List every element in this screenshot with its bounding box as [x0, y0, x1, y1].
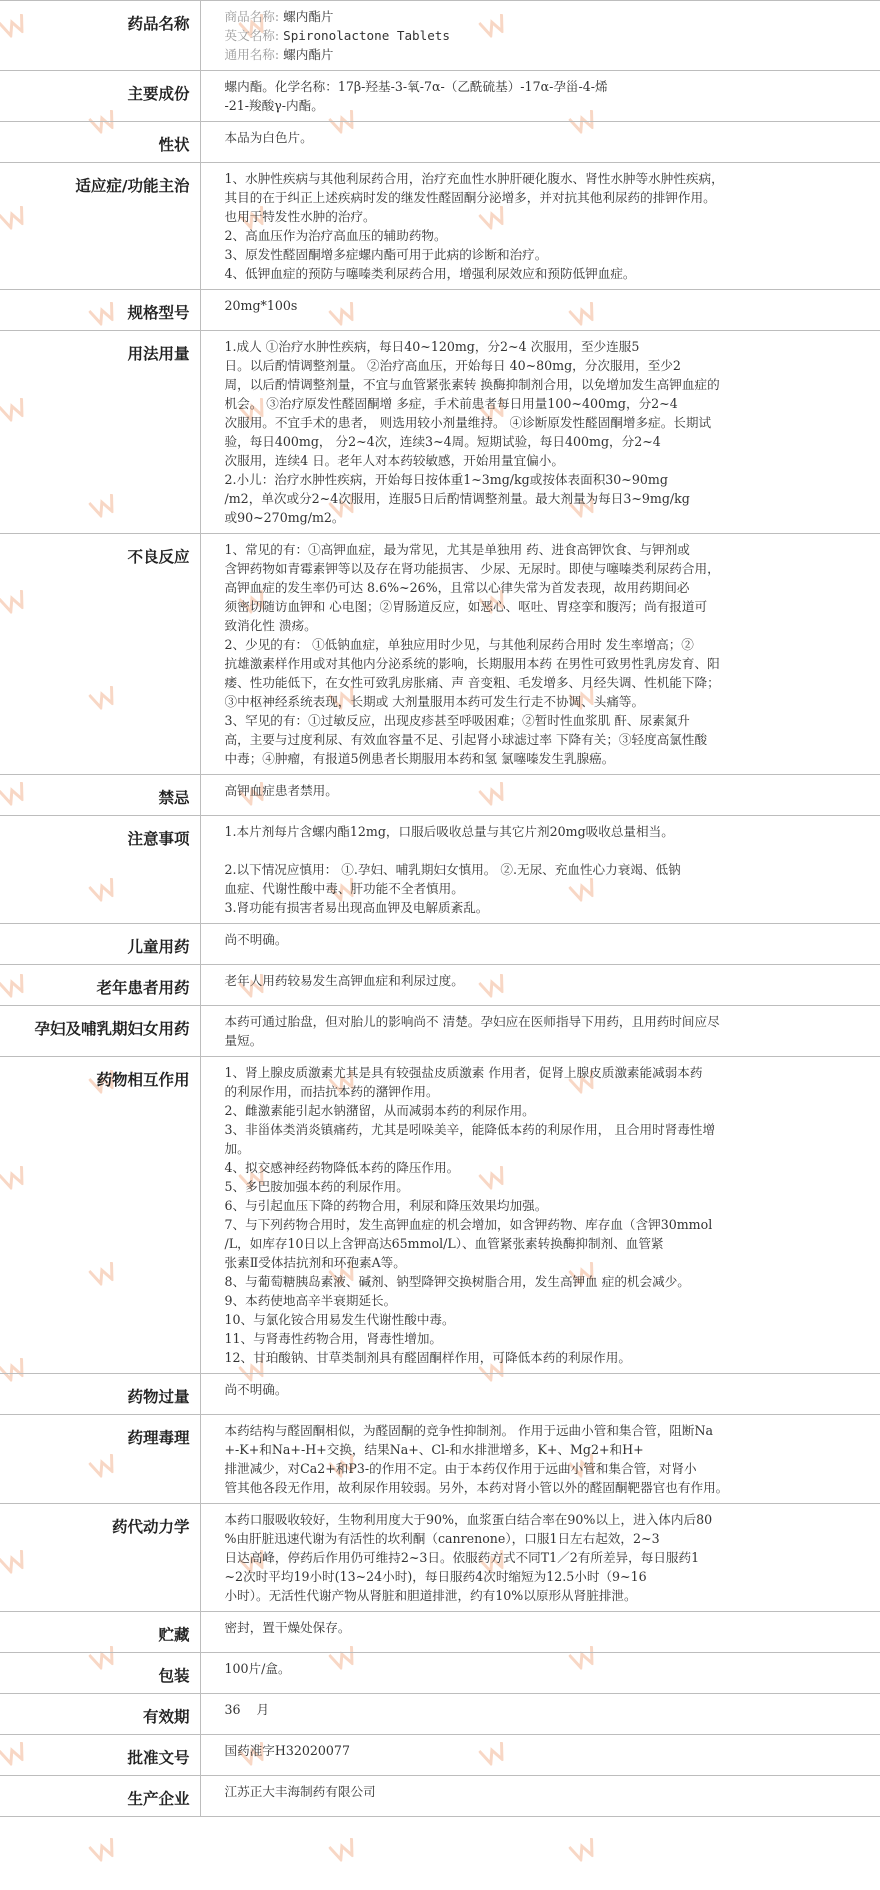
content-line: 也用于特发性水肿的治疗。	[224, 209, 376, 224]
content-line: 3、原发性醛固酮增多症螺内酯可用于此病的诊断和治疗。	[224, 247, 548, 262]
row-content	[200, 1415, 880, 1504]
content-line: 抗雄激素样作用或对其他内分泌系统的影响，长期服用本药 在男性可致男性乳房发育、阳	[224, 656, 720, 671]
watermark-logo	[565, 1830, 600, 1868]
info-row	[0, 1612, 880, 1653]
content-line: 的利尿作用，而拮抗本药的潴钾作用。	[224, 1084, 439, 1099]
row-content	[200, 924, 880, 965]
content-line: 5、多巴胺加强本药的利尿作用。	[224, 1179, 409, 1194]
content-line: -21-羧酸γ-内酯。	[224, 98, 324, 113]
info-row	[0, 290, 880, 331]
content-line: 11、与肾毒性药物合用，肾毒性增加。	[224, 1331, 443, 1346]
row-content	[200, 1776, 880, 1817]
info-row	[0, 1415, 880, 1504]
row-label: 生产企业	[0, 1776, 200, 1817]
row-label: 不良反应	[0, 534, 200, 775]
row-content	[200, 1006, 880, 1057]
content-line: /L，如库存10日以上含钾高达65mmol/L）、血管紧张素转换酶抑制剂、血管紧	[224, 1236, 664, 1251]
name-value: Spironolactone Tablets	[283, 28, 450, 43]
info-row	[0, 1776, 880, 1817]
content-line: 加。	[224, 1141, 250, 1156]
row-label: 老年患者用药	[0, 965, 200, 1006]
info-row	[0, 1, 880, 71]
content-line: 1、水肿性疾病与其他利尿药合用，治疗充血性水肿肝硬化腹水、肾性水肿等水肿性疾病，	[224, 171, 724, 186]
content-line: 周，以后酌情调整剂量，不宜与血管紧张素转 换酶抑制剂合用，以免增加发生高钾血症的	[224, 377, 720, 392]
content-line: 本药口服吸收较好，生物利用度大于90%，血浆蛋白结合率在90%以上，进入体内后80	[224, 1512, 713, 1527]
row-label: 药物过量	[0, 1374, 200, 1415]
content-line: 3、非甾体类消炎镇痛药，尤其是吲哚美辛，能降低本药的利尿作用， 且合用时肾毒性增	[224, 1122, 716, 1137]
row-content	[200, 1653, 880, 1694]
content-line: 次服用，连续4 日。老年人对本药较敏感，开始用量宜偏小。	[224, 453, 564, 468]
row-content	[200, 1694, 880, 1735]
info-row	[0, 924, 880, 965]
content-line: 次服用。不宜手术的患者， 则选用较小剂量维持。 ④诊断原发性醛固酮增多症。长期试	[224, 415, 712, 430]
row-label: 批准文号	[0, 1735, 200, 1776]
info-row	[0, 965, 880, 1006]
content-line: 或90~270mg/m2。	[224, 510, 345, 525]
content-line: /m2，单次或分2~4次服用，连服5日后酌情调整剂量。最大剂量为每日3~9mg/kg	[224, 491, 690, 506]
content-line: 管其他各段无作用，故利尿作用较弱。另外，本药对肾小管以外的醛固酮靶器官也有作用。	[224, 1480, 729, 1495]
content-line: 尚不明确。	[224, 932, 288, 947]
row-label: 性状	[0, 122, 200, 163]
content-line: 须密切随访血钾和 心电图；②胃肠道反应，如恶心、呕吐、胃痉挛和腹泻；尚有报道可	[224, 599, 708, 614]
row-label: 注意事项	[0, 816, 200, 924]
content-line: 螺内酯。化学名称：17β-羟基-3-氧-7α-（乙酰硫基）-17α-孕甾-4-烯	[224, 79, 608, 94]
row-label: 贮藏	[0, 1612, 200, 1653]
content-line: 小时）。无活性代谢产物从肾脏和胆道排泄，约有10%以原形从肾脏排泄。	[224, 1588, 637, 1603]
row-label: 药理毒理	[0, 1415, 200, 1504]
content-line: 100片/盒。	[224, 1661, 291, 1676]
info-row	[0, 1057, 880, 1374]
content-line: 9、本药使地高辛半衰期延长。	[224, 1293, 397, 1308]
info-row	[0, 331, 880, 534]
content-line: 机会。 ③治疗原发性醛固酮增 多症，手术前患者每日用量100~400mg，分2~4	[224, 396, 678, 411]
row-label: 用法用量	[0, 331, 200, 534]
content-line: 10、与氯化铵合用易发生代谢性酸中毒。	[224, 1312, 455, 1327]
content-line: 日达高峰，停药后作用仍可维持2~3日。依服药方式不同T1／2有所差异，每日服药1	[224, 1550, 700, 1565]
row-content	[200, 1612, 880, 1653]
row-content	[200, 1504, 880, 1612]
content-line: 4、拟交感神经药物降低本药的降压作用。	[224, 1160, 460, 1175]
row-content	[200, 1735, 880, 1776]
content-line: 密封，置干燥处保存。	[224, 1620, 351, 1635]
blank-line	[225, 841, 869, 860]
content-line: 血症、代谢性酸中毒、肝功能不全者慎用。	[224, 881, 464, 896]
content-line: +-K+和Na+-H+交换，结果Na+、Cl-和水排泄增多，K+、Mg2+和H+	[224, 1442, 644, 1457]
row-label: 药品名称	[0, 1, 200, 71]
content-line: ③中枢神经系统表现，长期或 大剂量服用本药可发生行走不协调、头痛等。	[224, 694, 645, 709]
content-line: 张素Ⅱ受体拮抗剂和环孢素A等。	[224, 1255, 406, 1270]
row-label: 药代动力学	[0, 1504, 200, 1612]
info-row	[0, 1694, 880, 1735]
row-content	[200, 1, 880, 71]
content-line: 2.小儿：治疗水肿性疾病，开始每日按体重1~3mg/kg或按体表面积30~90mg	[224, 472, 668, 487]
row-content	[200, 1374, 880, 1415]
name-key: 商品名称:	[224, 9, 280, 24]
content-line: 尚不明确。	[224, 1382, 288, 1397]
name-value: 螺内酯片	[283, 47, 334, 62]
name-key: 英文名称:	[224, 28, 280, 43]
content-line: 8、与葡萄糖胰岛素液、碱剂、钠型降钾交换树脂合用，发生高钾血 症的机会减少。	[224, 1274, 690, 1289]
watermark-logo	[85, 1830, 120, 1868]
content-line: 本药结构与醛固酮相似，为醛固酮的竞争性抑制剂。 作用于远曲小管和集合管，阻断Na	[224, 1423, 713, 1438]
content-line: 国药准字H32020077	[224, 1743, 350, 1758]
info-row	[0, 122, 880, 163]
row-label: 儿童用药	[0, 924, 200, 965]
row-label: 规格型号	[0, 290, 200, 331]
row-content	[200, 290, 880, 331]
row-label: 适应症/功能主治	[0, 163, 200, 290]
row-content	[200, 965, 880, 1006]
content-line: 2、高血压作为治疗高血压的辅助药物。	[224, 228, 447, 243]
content-line: 2、雌激素能引起水钠潴留，从而减弱本药的利尿作用。	[224, 1103, 535, 1118]
content-line: 12、甘珀酸钠、甘草类制剂具有醛固酮样作用，可降低本药的利尿作用。	[224, 1350, 631, 1365]
name-key: 通用名称:	[224, 47, 280, 62]
content-line: 高，主要与过度利尿、有效血容量不足、引起肾小球滤过率 下降有关；③轻度高氯性酸	[224, 732, 708, 747]
content-line: 7、与下列药物合用时，发生高钾血症的机会增加，如含钾药物、库存血（含钾30mmol	[224, 1217, 713, 1232]
content-line: 1、肾上腺皮质激素尤其是具有较强盐皮质激素 作用者，促肾上腺皮质激素能减弱本药	[224, 1065, 703, 1080]
row-label: 包装	[0, 1653, 200, 1694]
content-line: 中毒；④肿瘤，有报道5例患者长期服用本药和氢 氯噻嗪发生乳腺癌。	[224, 751, 615, 766]
content-line: 江苏正大丰海制药有限公司	[224, 1784, 376, 1799]
info-row	[0, 1006, 880, 1057]
row-content	[200, 71, 880, 122]
watermark-logo	[325, 1830, 360, 1868]
info-row	[0, 1374, 880, 1415]
content-line: 2.以下情况应慎用： ①.孕妇、哺乳期妇女慎用。 ②.无尿、充血性心力衰竭、低钠	[224, 862, 681, 877]
content-line: 1.本片剂每片含螺内酯12mg，口服后吸收总量与其它片剂20mg吸收总量相当。	[224, 824, 674, 839]
row-content	[200, 1057, 880, 1374]
content-line: 量短。	[224, 1033, 263, 1048]
content-line: 排泄减少，对Ca2+和P3-的作用不定。由于本药仅作用于远曲小管和集合管，对肾小	[224, 1461, 697, 1476]
info-row	[0, 163, 880, 290]
content-line: 老年人用药较易发生高钾血症和利尿过度。	[224, 973, 464, 988]
row-label: 有效期	[0, 1694, 200, 1735]
row-label: 药物相互作用	[0, 1057, 200, 1374]
row-content	[200, 775, 880, 816]
row-content	[200, 331, 880, 534]
name-line	[225, 26, 869, 45]
info-row	[0, 775, 880, 816]
info-row	[0, 71, 880, 122]
content-line: 36 月	[224, 1702, 270, 1717]
content-line: 致消化性 溃疡。	[224, 618, 317, 633]
content-line: 高钾血症患者禁用。	[224, 783, 338, 798]
content-line: 4、低钾血症的预防与噻嗪类利尿药合用，增强利尿效应和预防低钾血症。	[224, 266, 636, 281]
name-line	[225, 45, 869, 64]
content-line: 痿、性功能低下，在女性可致乳房胀痛、声 音变粗、毛发增多、月经失调、性机能下降；	[224, 675, 720, 690]
content-line: ~2次时平均19小时(13~24小时)，每日服药4次时缩短为12.5小时（9~16	[224, 1569, 647, 1584]
row-label: 孕妇及哺乳期妇女用药	[0, 1006, 200, 1057]
info-row	[0, 816, 880, 924]
row-content	[200, 816, 880, 924]
content-line: 1、常见的有：①高钾血症，最为常见，尤其是单独用 药、进食高钾饮食、与钾剂或	[224, 542, 690, 557]
info-row	[0, 1735, 880, 1776]
content-line: 2、少见的有： ①低钠血症，单独应用时少见，与其他利尿药合用时 发生率增高；②	[224, 637, 694, 652]
content-line: 20mg*100s	[224, 298, 298, 313]
content-line: 本药可通过胎盘，但对胎儿的影响尚不 清楚。孕妇应在医师指导下用药，且用药时间应尽	[224, 1014, 720, 1029]
name-value: 螺内酯片	[283, 9, 334, 24]
content-line: 验，每日400mg， 分2~4次，连续3~4周。短期试验，每日400mg，分2~4	[224, 434, 661, 449]
info-row	[0, 1653, 880, 1694]
row-label: 禁忌	[0, 775, 200, 816]
content-line: 6、与引起血压下降的药物合用，利尿和降压效果均加强。	[224, 1198, 548, 1213]
row-label: 主要成份	[0, 71, 200, 122]
row-content	[200, 534, 880, 775]
content-line: 高钾血症的发生率仍可达 8.6%~26%，且常以心律失常为首发表现，故用药期间必	[224, 580, 690, 595]
content-line: %由肝脏迅速代谢为有活性的坎利酮（canrenone），口服1日左右起效，2~3	[224, 1531, 660, 1546]
content-line: 其目的在于纠正上述疾病时发的继发性醛固酮分泌增多，并对抗其他利尿药的排钾作用。	[224, 190, 716, 205]
content-line: 日。以后酌情调整剂量。 ②治疗高血压，开始每日 40~80mg，分次服用，至少2	[224, 358, 681, 373]
content-line: 含钾药物如青霉素钾等以及存在肾功能损害、 少尿、无尿时。即使与噻嗪类利尿药合用，	[224, 561, 720, 576]
content-line: 3、罕见的有：①过敏反应，出现皮疹甚至呼吸困难；②暂时性血浆肌 酐、尿素氮升	[224, 713, 690, 728]
info-row	[0, 534, 880, 775]
info-row	[0, 1504, 880, 1612]
name-line	[225, 7, 869, 26]
content-line: 3.肾功能有损害者易出现高血钾及电解质紊乱。	[224, 900, 489, 915]
row-content	[200, 122, 880, 163]
row-content	[200, 163, 880, 290]
content-line: 本品为白色片。	[224, 130, 313, 145]
content-line: 1.成人 ①治疗水肿性疾病，每日40~120mg，分2~4 次服用，至少连服5	[224, 339, 640, 354]
